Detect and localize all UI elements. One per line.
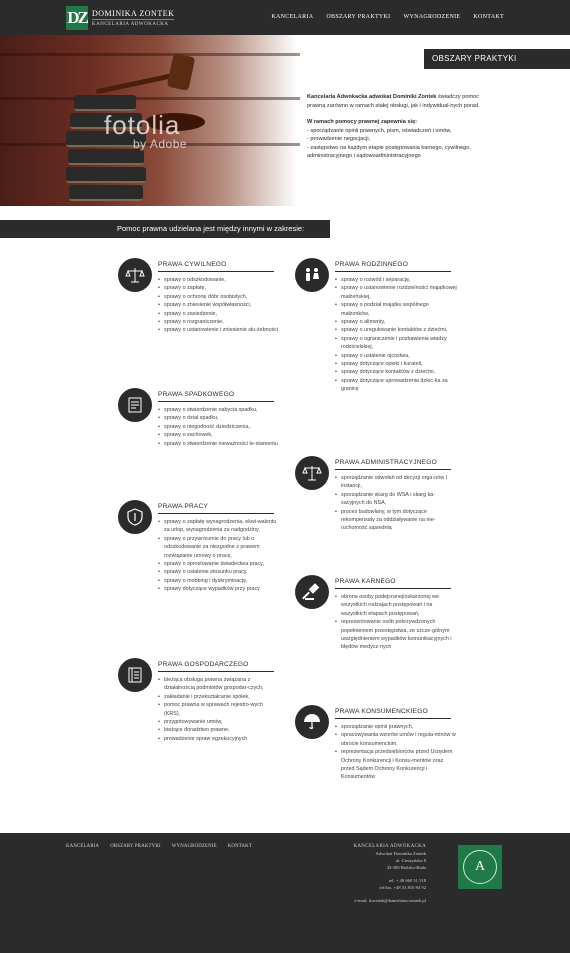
- hero-section: [0, 35, 570, 206]
- logo-emblem: A: [463, 850, 497, 884]
- stock-watermark-sub: by Adobe: [133, 137, 188, 151]
- list-item: • sprawy o ustanowienie rozdzielności majątkowej małżeńskiej,: [335, 284, 457, 301]
- nav-kontakt[interactable]: KONTAKT: [473, 14, 504, 20]
- family-icon: [295, 258, 329, 292]
- footer: [0, 833, 570, 953]
- list-item: • bieżące doradztwo prawne,: [158, 726, 280, 734]
- footer-address-line: Adwokat Dominika Zontek: [375, 851, 426, 856]
- shield-icon: [118, 500, 152, 534]
- list-item: • sprawy o rozgraniczenie,: [158, 318, 280, 326]
- list-item: • sprawy o ustalenie ojcostwa,: [335, 352, 457, 360]
- area-title: PRAWA GOSPODARCZEGO: [158, 661, 274, 672]
- hero-image-books-gavel: [0, 35, 350, 206]
- list-item: • sprawy o stwierdzenie nabycia spadku,: [158, 406, 280, 414]
- page-title: OBSZARY PRAKTYKI: [424, 49, 570, 69]
- footer-nav-obszary-praktyki[interactable]: OBSZARY PRAKTYKI: [110, 844, 161, 849]
- footer-nav-wynagrodzenie[interactable]: WYNAGRODZENIE: [171, 844, 217, 849]
- area-list: [335, 276, 457, 394]
- area-list: [335, 474, 457, 533]
- logo-name: DOMINIKA ZONTEK: [92, 8, 175, 18]
- list-item: • sporządzanie skarg do WSA i skarg ka-sacyjnych do NSA,: [335, 491, 457, 508]
- logo-monogram: DZ: [66, 6, 88, 30]
- intro-paragraph: Kancelaria Adwokacka adwokat Dominiki Zontek świadczy pomoc prawną zarówno w ramach stałej obsługi, jak i indywidual-nych porad.: [307, 94, 480, 109]
- list-item: • sprawy o ustanowienie i zniesienie słu-żebności: [158, 326, 280, 334]
- list-item: • bieżąca obsługa prawna związana z działalnością podmiotów gospodar-czych,: [158, 676, 280, 693]
- list-item: • obrona osoby podejrzanej/oskarżonej we wszystkich rodzajach postępowań i na wszystkich etapach postępowań,: [335, 593, 457, 618]
- list-item: • sprawy o stwierdzenie nieważności te-stamentu: [158, 440, 280, 448]
- list-item: • reprezentacja przedsiębiorców przed Urzędem Ochrony Konkurencji i Konsu-mentów oraz przed Sądem Ochrony Konkurencji i Konsumentów: [335, 748, 457, 782]
- list-item: - zastępstwo na każdym etapie postępowania karnego, cywilnego, administracyjnego i sądowoadministracyjnego: [307, 144, 471, 159]
- area-title: PRAWA CYWILNEGO: [158, 261, 274, 272]
- nav-kancelaria[interactable]: KANCELARIA: [271, 14, 314, 20]
- top-navigation-bar: [0, 0, 570, 35]
- bookshelf-line: [0, 97, 300, 100]
- list-item: • przygotowywanie umów,: [158, 718, 280, 726]
- nav-obszary-praktyki[interactable]: OBSZARY PRAKTYKI: [326, 14, 391, 20]
- list-item: • sprawy o zniesienie współwłasności,: [158, 301, 280, 309]
- list-item: • sprawy o zachowek,: [158, 431, 280, 439]
- list-item: • sporządzanie opinii prawnych,: [335, 723, 457, 731]
- footer-nav-kontakt[interactable]: KONTAKT: [227, 844, 252, 849]
- bar-association-logo: [458, 845, 502, 889]
- list-item: • sprawy o ochronę dóbr osobistych,: [158, 293, 280, 301]
- footer-contact: [353, 843, 426, 904]
- area-list: [158, 676, 280, 743]
- list-item: - sporządzanie opinii prawnych, pism, oświadczeń i umów,: [307, 127, 452, 134]
- footer-phone[interactable]: tel. + 48 660 51 518: [388, 878, 426, 883]
- area-list: [158, 276, 280, 335]
- list-item: • sprawy o niegodność dziedziczenia,: [158, 423, 280, 431]
- area-title: PRAWA RODZINNEGO: [335, 261, 451, 272]
- scope-heading: W ramach pomocy prawnej zapewnia się:: [307, 119, 418, 125]
- footer-nav: [66, 844, 252, 849]
- list-item: • zakładanie i przekształcanie spółek,: [158, 693, 280, 701]
- list-item: • sprawy o przywrócenie do pracy lub o odszkodowanie za niezgodne z prawem rozwiązanie umowy o pracę,: [158, 535, 280, 560]
- list-item: • sprawy dotyczące uprowadzenia dziec-ka za granicę: [335, 377, 457, 394]
- scales-icon: [295, 456, 329, 490]
- list-item: • sprawy o podział majątku wspólnego małżonków,: [335, 301, 457, 318]
- list-item: • sporządzanie odwołań od decyzji orga-nów I instancji,: [335, 474, 457, 491]
- area-title: PRAWA KONSUMENCKIEGO: [335, 708, 451, 719]
- list-item: • sprawy o odszkodowanie,: [158, 276, 280, 284]
- intro-text: [307, 93, 497, 161]
- area-list: [335, 723, 457, 782]
- area-title: PRAWA SPADKOWEGO: [158, 391, 274, 402]
- list-item: • sprawy o dział spadku,: [158, 414, 280, 422]
- list-item: • sprawy o ograniczenie i pozbawienia władzy rodzicielskiej,: [335, 335, 457, 352]
- area-list: [158, 518, 280, 594]
- list-item: • sprawy o zasiedzenie,: [158, 310, 280, 318]
- list-item: • sprawy o rozwód i separację,: [335, 276, 457, 284]
- list-item: • sprawy o alimenty,: [335, 318, 457, 326]
- list-item: • sprawy o zapłatę wynagrodzenia, ekwi-walentu za urlop, wynagrodzenia za nadgodziny,: [158, 518, 280, 535]
- umbrella-icon: [295, 705, 329, 739]
- gavel-icon: [167, 53, 196, 91]
- document-icon: [118, 388, 152, 422]
- list-item: • sprawy o ustalenie stosunku pracy,: [158, 568, 280, 576]
- footer-phone-fax[interactable]: tel/fax. +48 33 816 94 92: [379, 885, 426, 890]
- area-list: [335, 593, 457, 652]
- bookshelf-line: [0, 53, 300, 56]
- footer-address-line: 43-300 Bielsko-Biała: [386, 865, 426, 870]
- logo-text: [92, 9, 174, 28]
- list-item: • opracowywania wzorów umów i regula-minów w obrocie konsumenckim,: [335, 731, 457, 748]
- logo-subtitle: KANCELARIA ADWOKACKA: [92, 19, 174, 28]
- list-item: • sprawy o sprostowanie świadectwa pracy,: [158, 560, 280, 568]
- list-item: • pomoc prawna w sprawach rejestro-wych (KRS),: [158, 701, 280, 718]
- site-logo[interactable]: [66, 5, 174, 31]
- area-title: PRAWA PRACY: [158, 503, 274, 514]
- scales-person-icon: [118, 258, 152, 292]
- ledger-icon: [118, 658, 152, 692]
- list-item: - prowadzenie negocjacji,: [307, 136, 371, 142]
- footer-address-line: ul. Cieszyńska 8: [395, 858, 426, 863]
- list-item: • proces budowlany, w tym dotyczące rekompensaty za oddziaływanie na nie-ruchomość sąsiednią: [335, 508, 457, 533]
- scope-banner: Pomoc prawna udzielana jest między innymi w zakresie:: [0, 220, 330, 238]
- list-item: • sprawy o mobbing i dyskryminację,: [158, 577, 280, 585]
- gavel-icon: [295, 575, 329, 609]
- list-item: • sprawy dotyczące wypadków przy pracy: [158, 585, 280, 593]
- stock-watermark: fotolia: [104, 110, 181, 140]
- area-list: [158, 406, 280, 448]
- footer-nav-kancelaria[interactable]: KANCELARIA: [66, 844, 100, 849]
- list-item: • sprawy o uregulowanie kontaktów z dziećmi,: [335, 326, 457, 334]
- scope-list: [307, 127, 497, 161]
- area-title: PRAWA KARNEGO: [335, 578, 451, 589]
- list-item: • prowadzenie spraw egzekucyjnych: [158, 735, 280, 743]
- main-nav: [271, 14, 504, 20]
- footer-email[interactable]: e-mail: d.zontek@kancelaria-zontek.pl: [354, 898, 426, 903]
- area-title: PRAWA ADMINISTRACYJNEGO: [335, 459, 451, 470]
- list-item: • reprezentowanie osób pokrzywdzonych popełnieniem przestępstwa, ze szcze-gólnym uwzględnieniem wypadków komunikacyjnych i błędów medycz-nych: [335, 618, 457, 652]
- nav-wynagrodzenie[interactable]: WYNAGRODZENIE: [403, 14, 461, 20]
- list-item: • sprawy dotyczące kontaktów z dziećmi,: [335, 368, 457, 376]
- footer-firm-name: KANCELARIA ADWOKACKA: [353, 844, 426, 849]
- list-item: • sprawy dotyczące opieki i kurateli,: [335, 360, 457, 368]
- list-item: • sprawy o zapłatę,: [158, 284, 280, 292]
